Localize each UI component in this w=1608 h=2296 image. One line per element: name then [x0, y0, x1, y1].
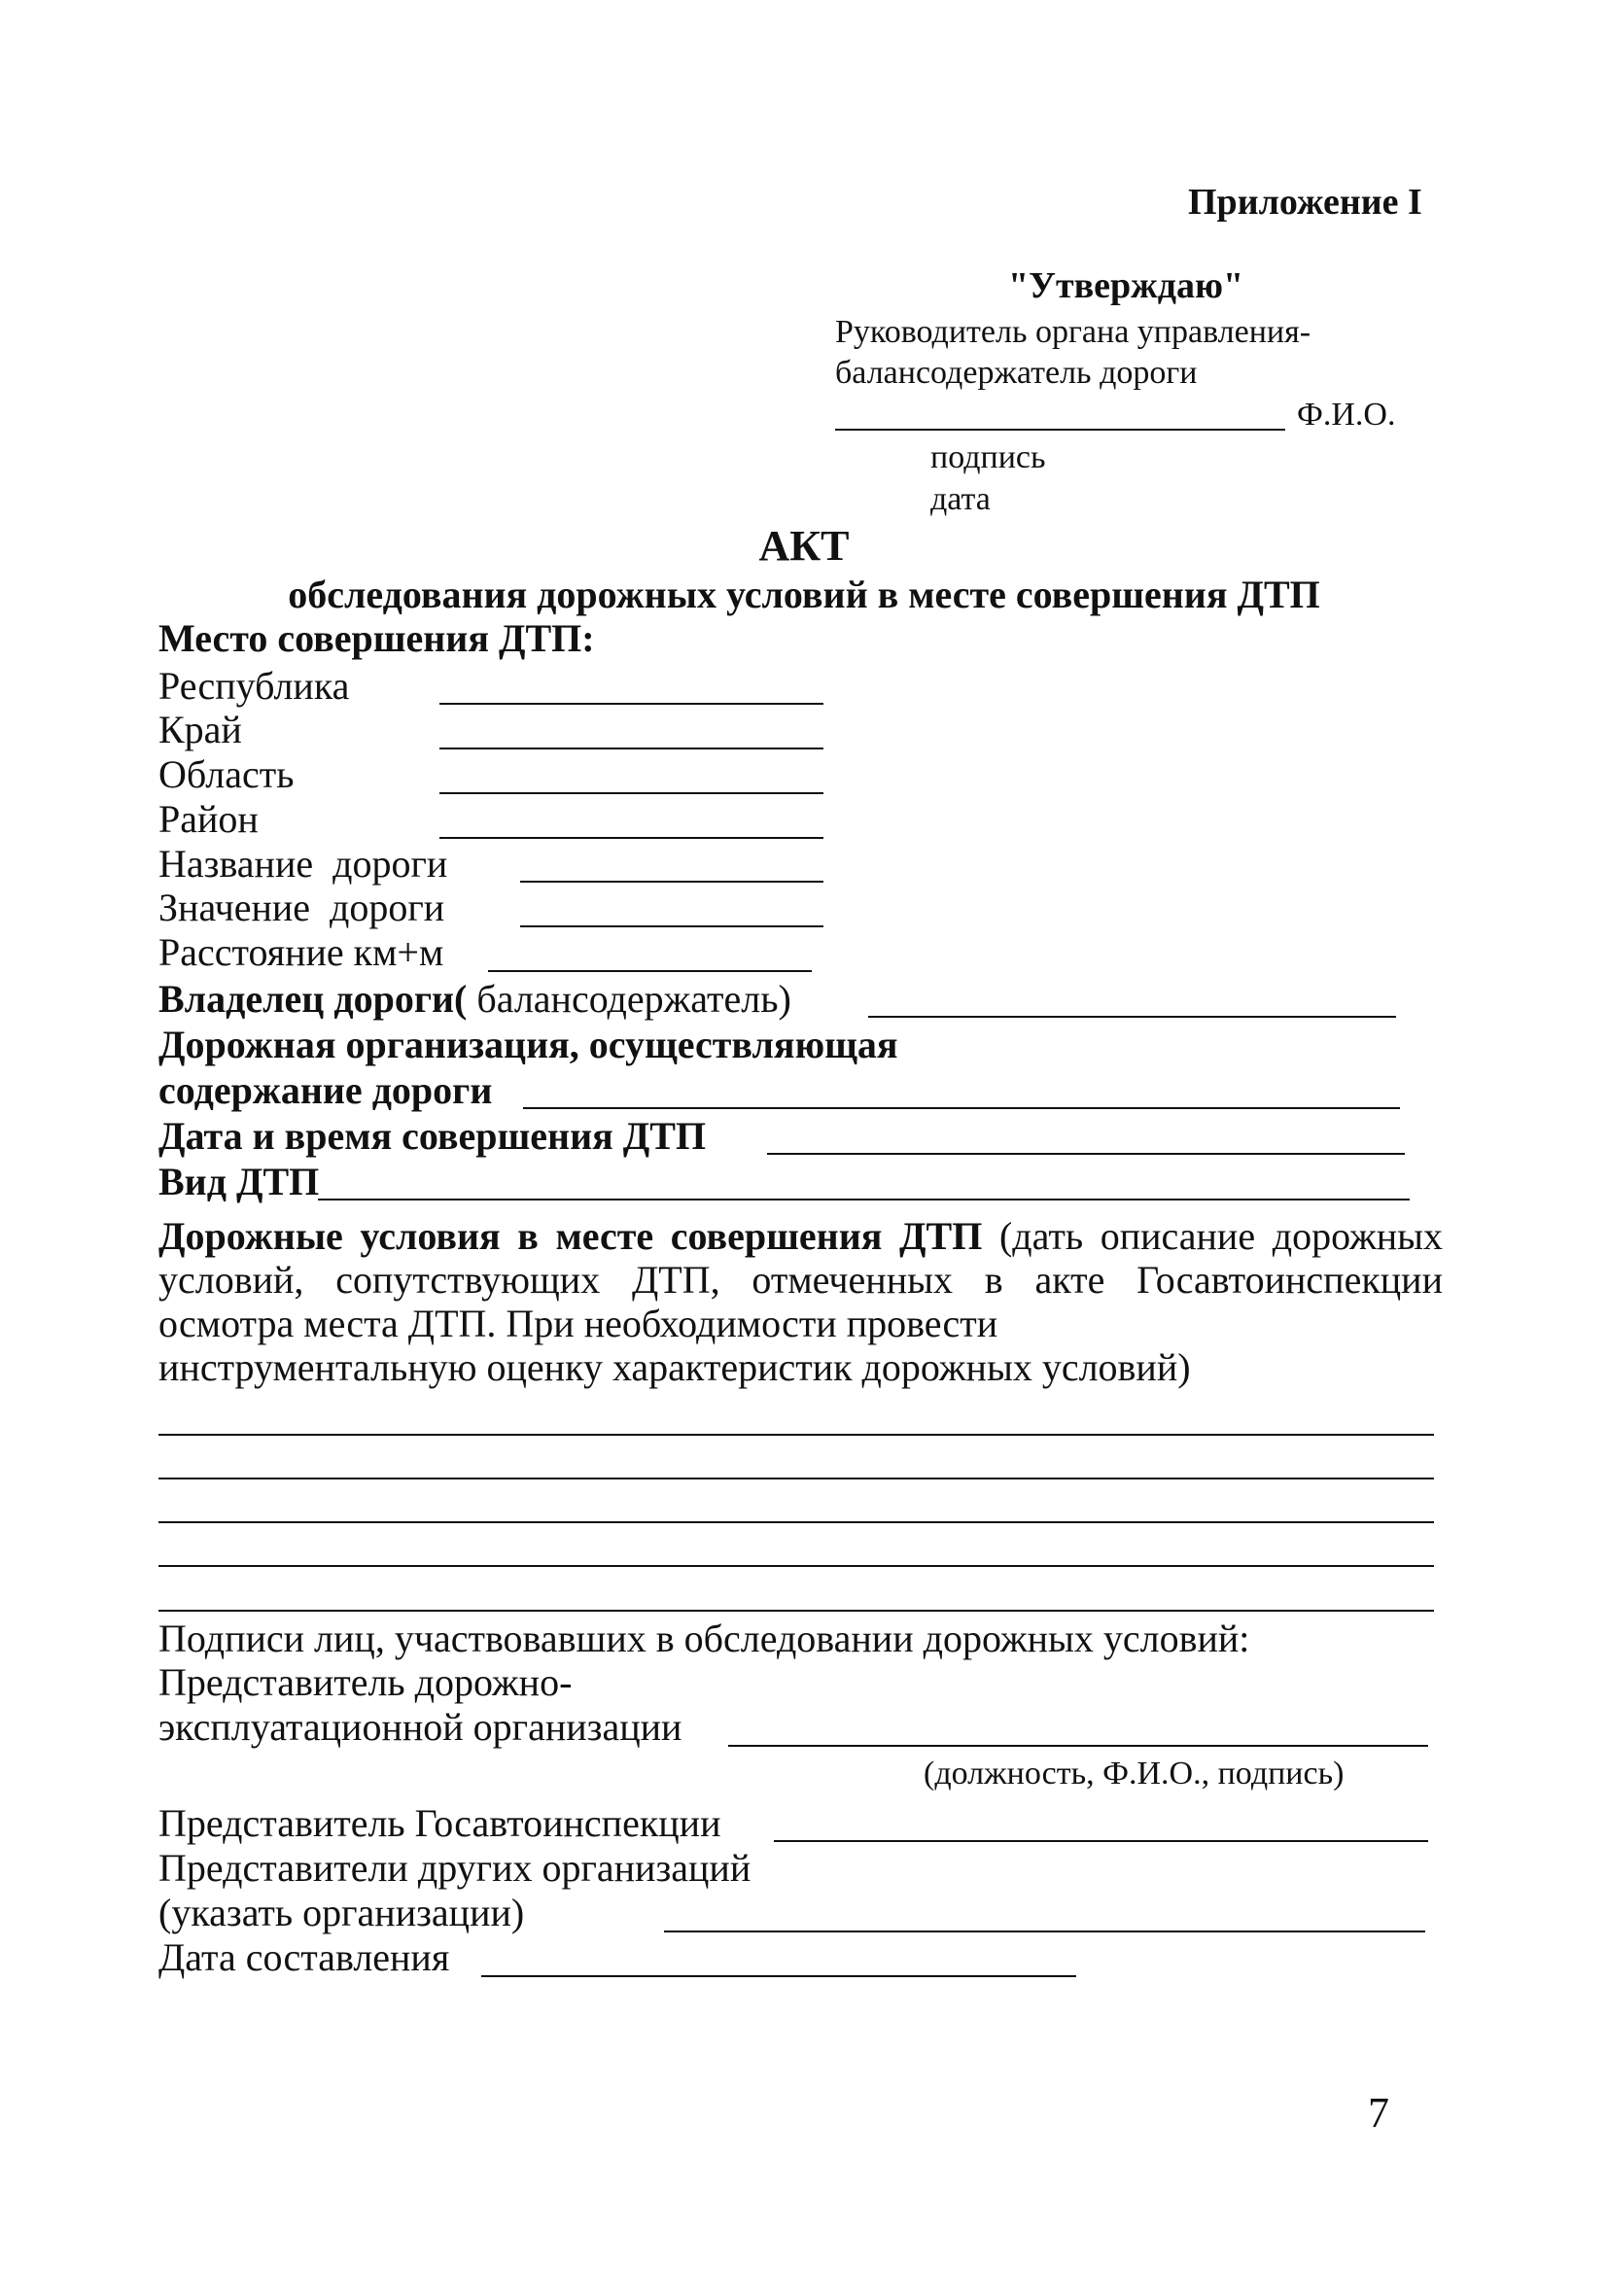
head-title-line2: балансодержатель дороги	[835, 355, 1198, 391]
police-rep-label: Представитель Госавтоинспекции	[158, 1801, 721, 1845]
head-title-line1: Руководитель органа управления-	[835, 314, 1311, 350]
republic-label: Республика	[158, 664, 350, 708]
compile-date-field[interactable]	[481, 1975, 1076, 1977]
date-caption: дата	[930, 481, 991, 517]
road-rep-label-line2: эксплуатационной организации	[158, 1705, 682, 1749]
owner-field[interactable]	[868, 1016, 1396, 1018]
other-reps-label-line1: Представители других организаций	[158, 1846, 752, 1890]
description-line-3[interactable]	[158, 1521, 1434, 1523]
appendix-label: Приложение I	[1188, 182, 1422, 223]
owner-label	[158, 976, 791, 1022]
fio-label: Ф.И.О.	[1297, 397, 1396, 433]
signature-caption: подпись	[930, 439, 1046, 475]
conditions-bold: Дорожные условия в месте совершения ДТП	[158, 1214, 983, 1258]
maintainer-label-line1: Дорожная организация, осуществляющая	[158, 1023, 898, 1066]
location-heading: Место совершения ДТП:	[158, 616, 595, 660]
compile-date-label: Дата составления	[158, 1935, 450, 1979]
datetime-label: Дата и время совершения ДТП	[158, 1114, 707, 1158]
road-rep-label-line1: Представитель дорожно-	[158, 1660, 573, 1704]
road-rep-caption: (должность, Ф.И.О., подпись)	[924, 1756, 1345, 1792]
road-name-field[interactable]	[520, 881, 823, 883]
type-field[interactable]	[318, 1199, 1410, 1200]
distance-field[interactable]	[488, 970, 812, 972]
road-significance-field[interactable]	[520, 925, 823, 927]
conditions-paragraph	[158, 1214, 1443, 1345]
head-signature-line	[835, 429, 1285, 431]
other-reps-field[interactable]	[664, 1931, 1425, 1932]
act-title: АКТ	[758, 522, 850, 570]
police-rep-field[interactable]	[774, 1840, 1428, 1842]
road-significance-label: Значение дороги	[158, 886, 445, 929]
datetime-field[interactable]	[767, 1153, 1405, 1155]
signatures-heading: Подписи лиц, участвовавших в обследовании дорожных условий:	[158, 1617, 1250, 1660]
krai-label: Край	[158, 708, 242, 751]
maintainer-label-line2: содержание дороги	[158, 1068, 493, 1112]
description-line-5[interactable]	[158, 1610, 1434, 1612]
republic-field[interactable]	[439, 703, 823, 705]
maintainer-field[interactable]	[523, 1107, 1400, 1109]
description-line-4[interactable]	[158, 1565, 1434, 1567]
raion-field[interactable]	[439, 837, 823, 839]
raion-label: Район	[158, 797, 259, 841]
road-rep-field[interactable]	[728, 1745, 1428, 1747]
other-reps-label-line2: (указать организации)	[158, 1891, 525, 1934]
krai-field[interactable]	[439, 748, 823, 749]
conditions-last-line: инструментальную оценку характеристик дорожных условий)	[158, 1345, 1191, 1389]
owner-label-bold: Владелец дороги(	[158, 977, 468, 1021]
act-subtitle: обследования дорожных условий в месте совершения ДТП	[288, 573, 1320, 616]
description-line-2[interactable]	[158, 1478, 1434, 1479]
type-label: Вид ДТП	[158, 1160, 320, 1203]
conditions-rest: (дать описание дорожных условий, сопутствующих ДТП, отмеченных в акте Госавтоинспекции осмотра места ДТП. При необходимости провести	[158, 1214, 1443, 1345]
approve-label: "Утверждаю"	[1008, 265, 1244, 306]
oblast-label: Область	[158, 752, 295, 796]
description-line-1[interactable]	[158, 1434, 1434, 1436]
distance-label: Расстояние км+м	[158, 930, 444, 974]
page-number: 7	[1368, 2089, 1389, 2137]
owner-label-normal: балансодержатель)	[467, 977, 791, 1021]
road-name-label: Название дороги	[158, 842, 448, 886]
oblast-field[interactable]	[439, 792, 823, 794]
